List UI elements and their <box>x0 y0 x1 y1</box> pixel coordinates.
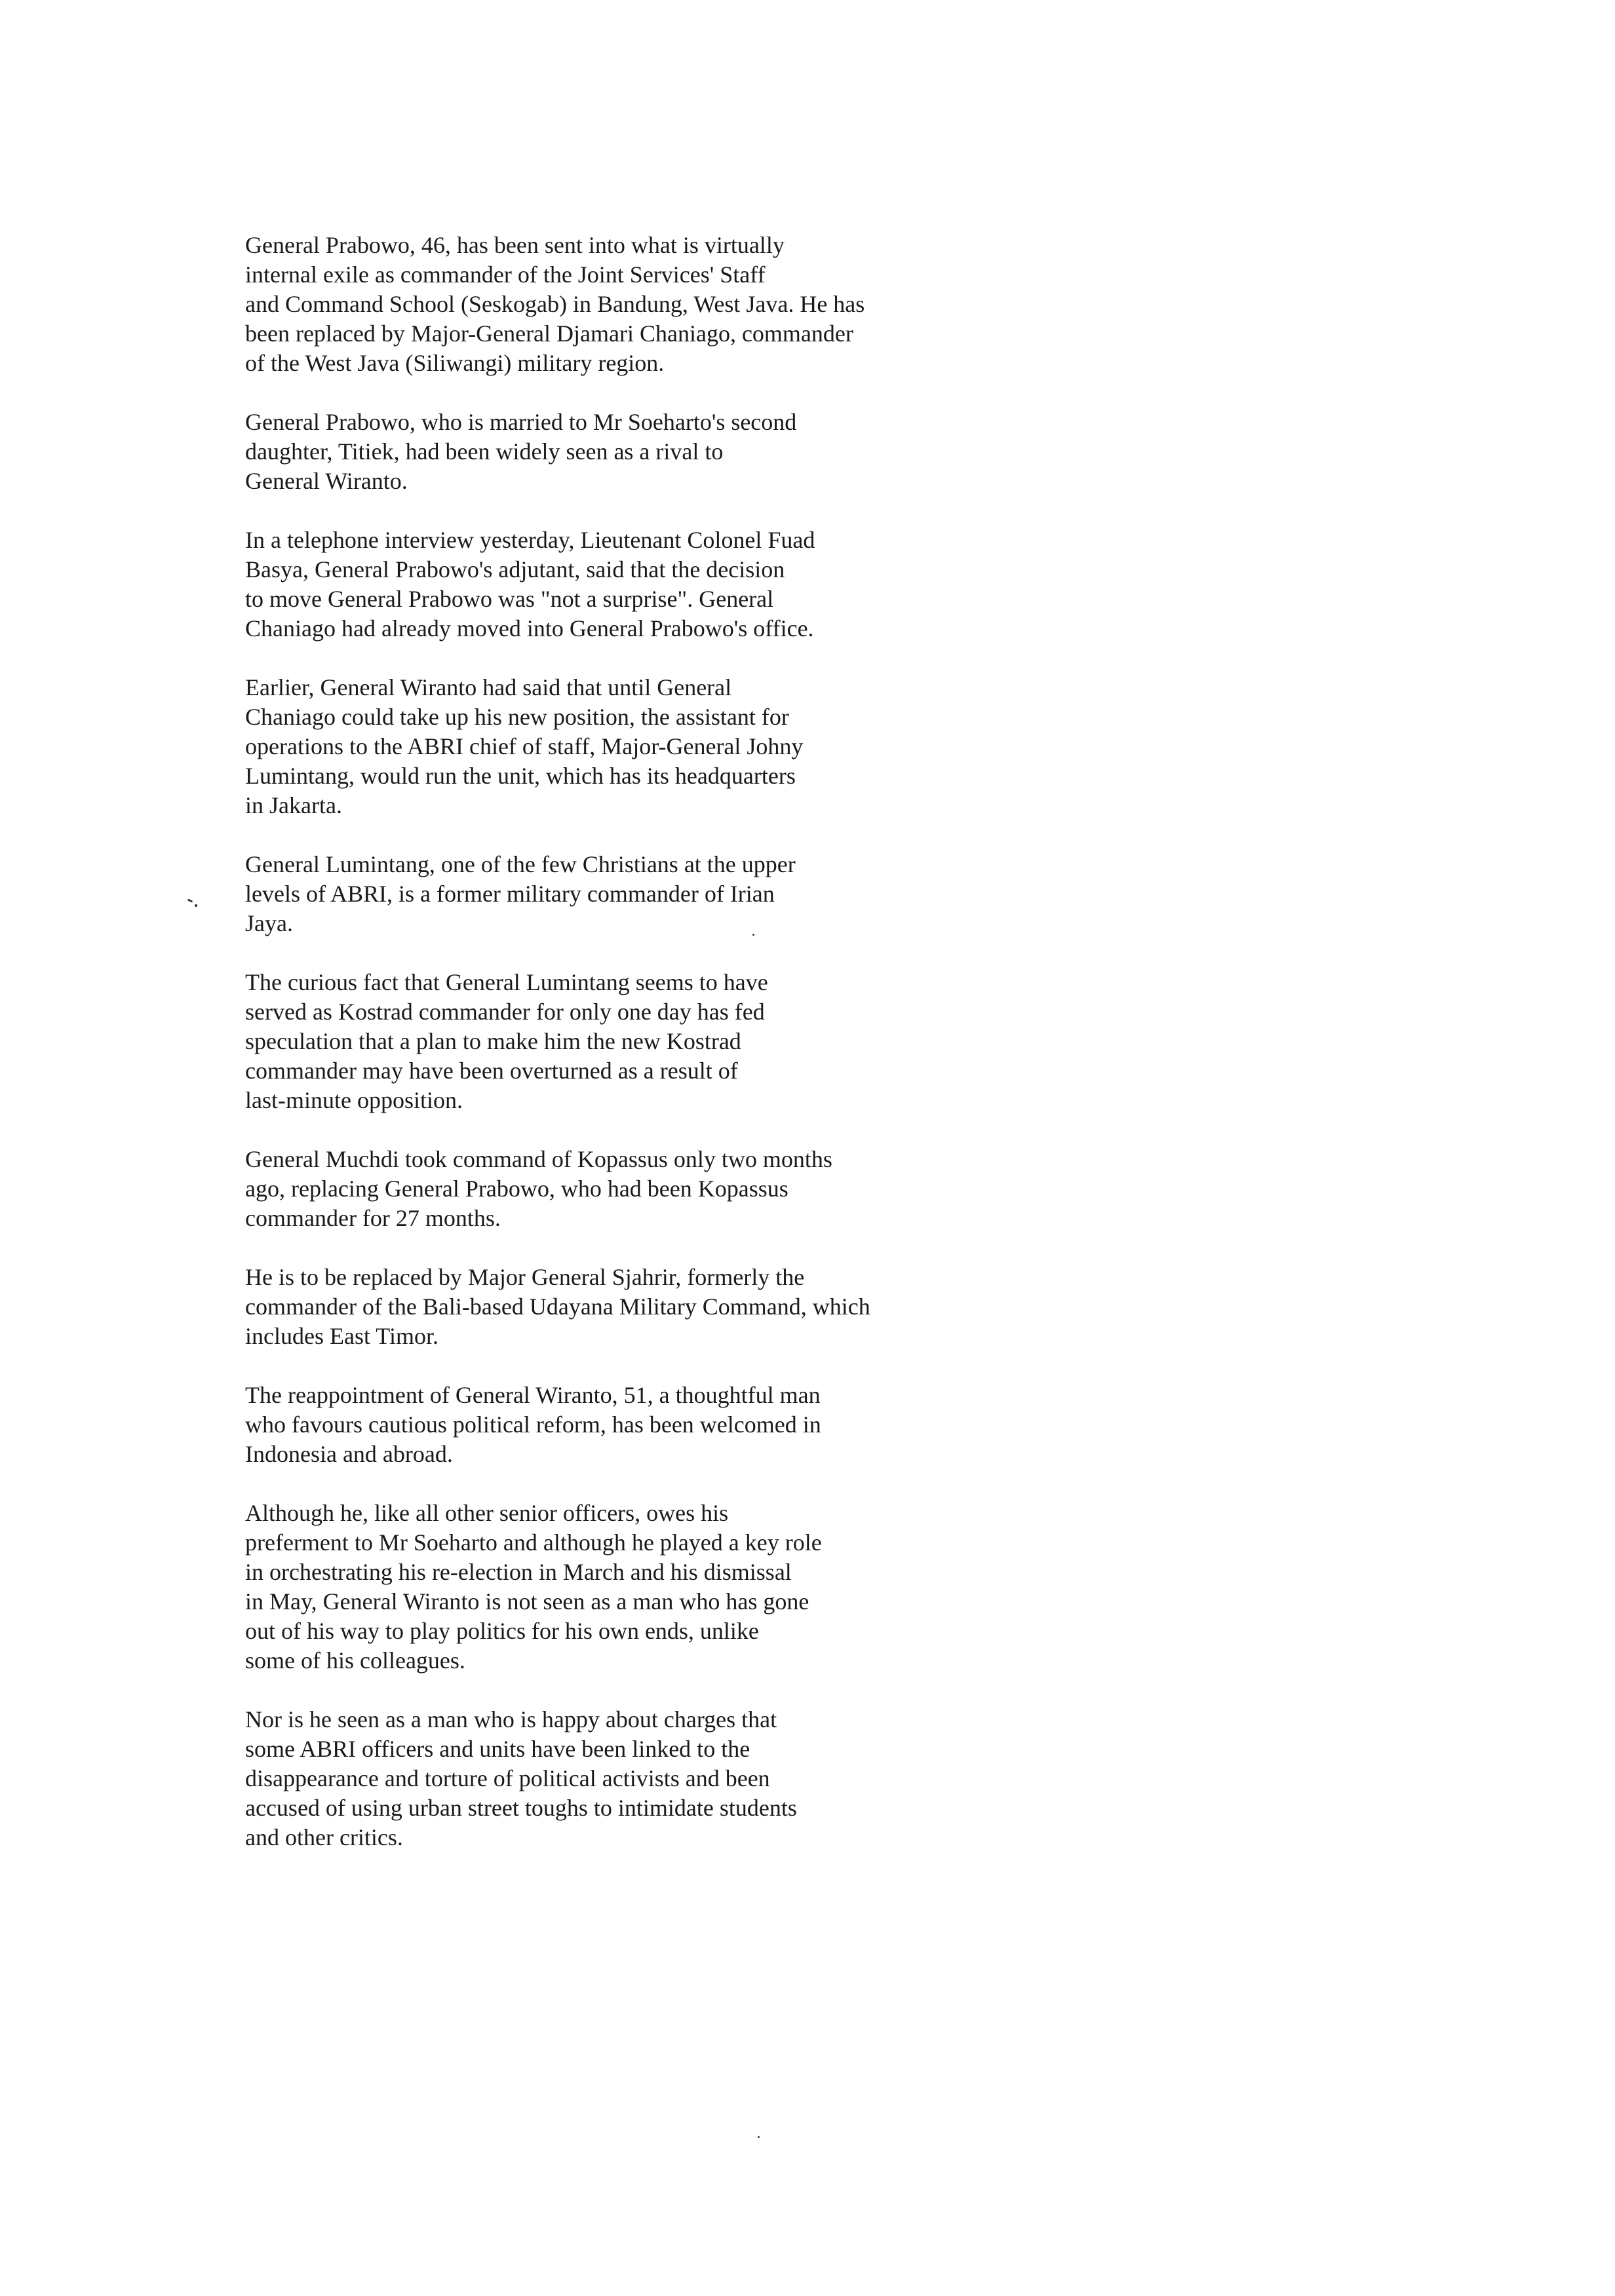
text-line: some of his colleagues. <box>245 1647 465 1674</box>
text-line: out of his way to play politics for his own ends, unlike <box>245 1618 759 1644</box>
text-line: Lumintang, would run the unit, which has its headquarters <box>245 763 796 789</box>
text-line: Nor is he seen as a man who is happy about charges that <box>245 1706 777 1732</box>
scan-speck <box>187 898 193 902</box>
paragraph <box>245 968 953 1115</box>
text-line: Earlier, General Wiranto had said that until General <box>245 674 732 700</box>
text-line: of the West Java (Siliwangi) military region. <box>245 350 665 376</box>
text-line: Chaniago had already moved into General Prabowo's office. <box>245 615 814 641</box>
text-line: He is to be replaced by Major General Sjahrir, formerly the <box>245 1264 805 1290</box>
scan-speck <box>195 904 197 907</box>
article-body <box>245 231 953 1882</box>
text-line: and Command School (Seskogab) in Bandung, West Java. He has <box>245 291 865 317</box>
text-line: commander for 27 months. <box>245 1205 501 1231</box>
text-line: accused of using urban street toughs to intimidate students <box>245 1795 797 1821</box>
text-line: in May, General Wiranto is not seen as a man who has gone <box>245 1588 809 1615</box>
text-line: preferment to Mr Soeharto and although he played a key role <box>245 1529 822 1556</box>
text-line: General Wiranto. <box>245 468 408 494</box>
text-line: and other critics. <box>245 1824 403 1850</box>
paragraph <box>245 1263 953 1351</box>
text-line: commander may have been overturned as a result of <box>245 1058 738 1084</box>
text-line: last-minute opposition. <box>245 1087 463 1113</box>
text-line: General Prabowo, 46, has been sent into what is virtually <box>245 232 785 258</box>
text-line: been replaced by Major-General Djamari Chaniago, commander <box>245 320 853 347</box>
paragraph <box>245 231 953 378</box>
text-line: Chaniago could take up his new position, the assistant for <box>245 704 789 730</box>
text-line: The curious fact that General Lumintang seems to have <box>245 969 768 995</box>
text-line: daughter, Titiek, had been widely seen as a rival to <box>245 438 724 465</box>
text-line: to move General Prabowo was "not a surprise". General <box>245 586 774 612</box>
text-line: General Prabowo, who is married to Mr Soeharto's second <box>245 409 797 435</box>
text-line: who favours cautious political reform, has been welcomed in <box>245 1411 821 1438</box>
text-line: In a telephone interview yesterday, Lieutenant Colonel Fuad <box>245 527 815 553</box>
text-line: in Jakarta. <box>245 792 342 818</box>
text-line: Although he, like all other senior officers, owes his <box>245 1500 729 1526</box>
text-line: in orchestrating his re-election in March and his dismissal <box>245 1559 792 1585</box>
text-line: General Muchdi took command of Kopassus only two months <box>245 1146 832 1172</box>
text-line: served as Kostrad commander for only one day has fed <box>245 999 765 1025</box>
paragraph <box>245 1381 953 1469</box>
paragraph <box>245 1705 953 1852</box>
scan-speck <box>758 2136 760 2138</box>
text-line: Indonesia and abroad. <box>245 1441 453 1467</box>
text-line: commander of the Bali-based Udayana Military Command, which <box>245 1293 870 1320</box>
text-line: The reappointment of General Wiranto, 51, a thoughtful man <box>245 1382 821 1408</box>
paragraph <box>245 673 953 820</box>
paragraph <box>245 408 953 496</box>
paragraph <box>245 1499 953 1675</box>
text-line: ago, replacing General Prabowo, who had been Kopassus <box>245 1176 788 1202</box>
text-line: internal exile as commander of the Joint Services' Staff <box>245 261 766 288</box>
text-line: Basya, General Prabowo's adjutant, said that the decision <box>245 556 785 583</box>
text-line: includes East Timor. <box>245 1323 439 1349</box>
text-line: disappearance and torture of political activists and been <box>245 1765 770 1791</box>
text-line: speculation that a plan to make him the new Kostrad <box>245 1028 741 1054</box>
paragraph <box>245 850 953 938</box>
paragraph <box>245 1145 953 1233</box>
text-line: General Lumintang, one of the few Christians at the upper <box>245 851 796 877</box>
text-line: operations to the ABRI chief of staff, Major-General Johny <box>245 733 804 759</box>
paragraph <box>245 526 953 643</box>
text-line: some ABRI officers and units have been linked to the <box>245 1736 750 1762</box>
text-line: levels of ABRI, is a former military commander of Irian <box>245 881 775 907</box>
scan-speck <box>752 934 754 936</box>
text-line: Jaya. <box>245 910 293 936</box>
